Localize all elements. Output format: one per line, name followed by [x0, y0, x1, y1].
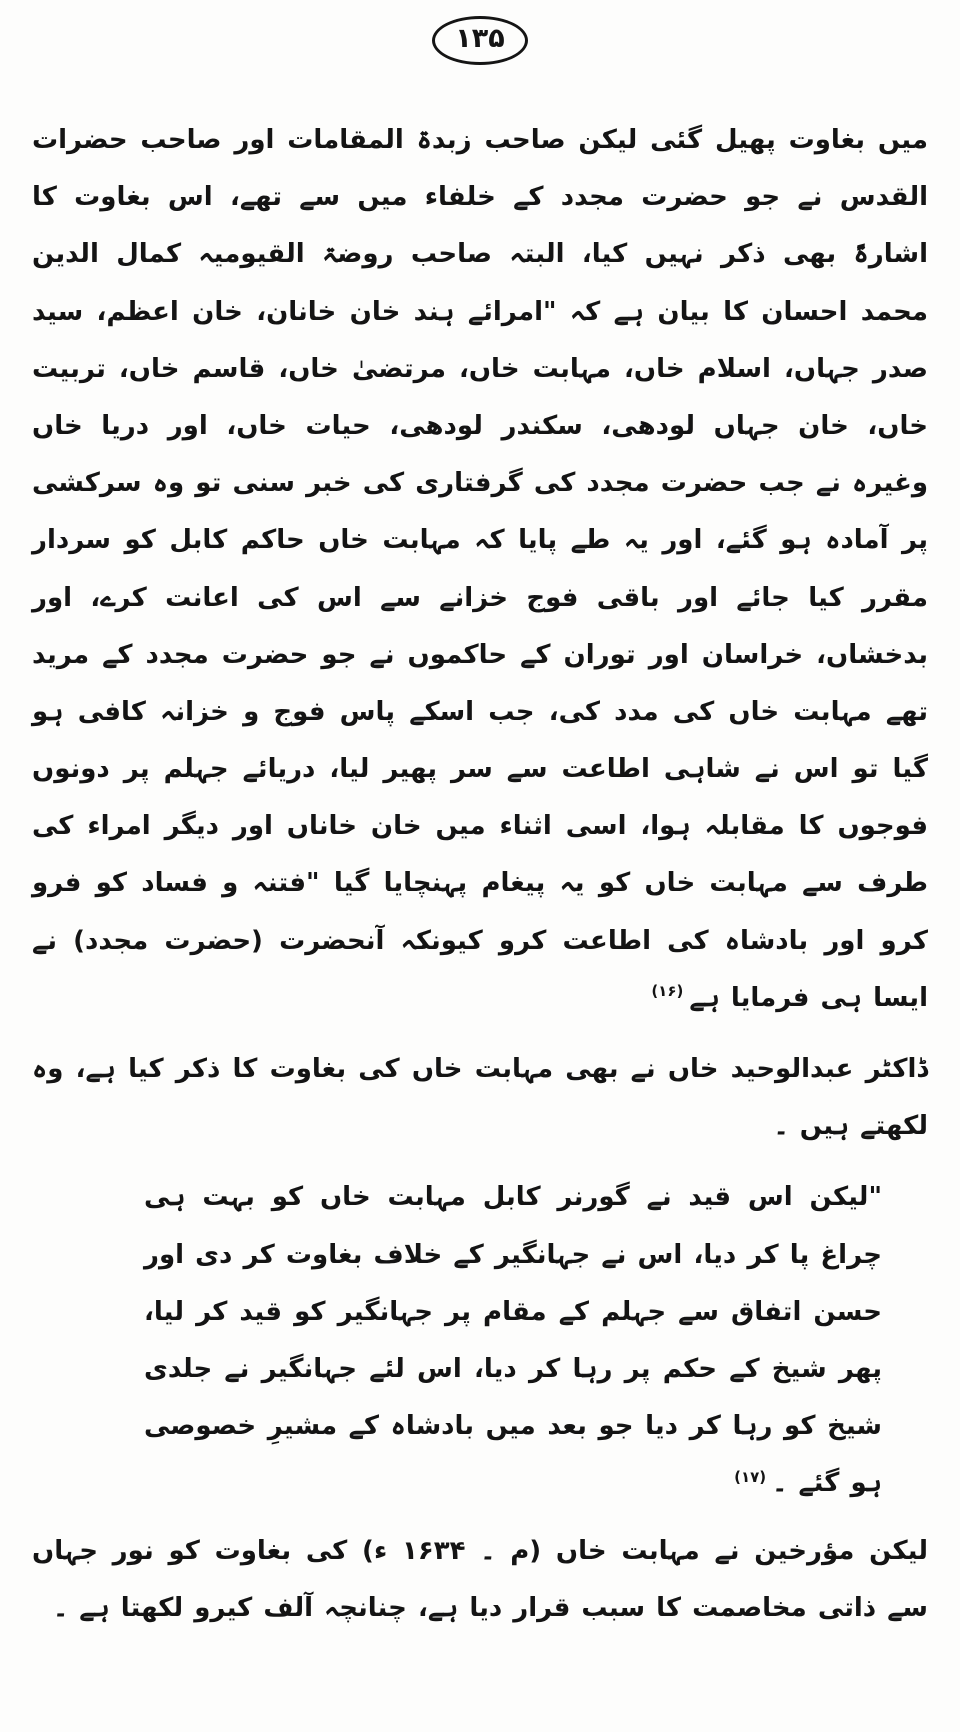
quote-text: "لیکن اس قید نے گورنر کابل مہابت خاں کو بہت ہی چراغ پا کر دیا، اس نے جہانگیر کے خلاف بغاوت کر دی اور حسن اتفاق سے جہلم کے مقام پر جہانگیر کو قید کر لیا، پھر شیخ کے حکم پر رہا کر دیا، اس لئے جہانگیر نے جلدی شیخ کو رہا کر دیا جو بعد میں بادشاہ کے مشیرِ خصوصی ہو گئے ۔ — [144, 1182, 882, 1499]
page-text-area — [32, 112, 928, 1651]
paragraph-abdul-wahid — [32, 1041, 928, 1155]
paragraph-historians-text: لیکن مؤرخین نے مہابت خاں (م ۔ ۱۶۳۴ ء) کی بغاوت کو نور جہاں سے ذاتی مخاصمت کا سبب قرار دیا ہے، چنانچہ آلف کیرو لکھتا ہے ۔ — [32, 1535, 928, 1623]
paragraph-rebellion-text: میں بغاوت پھیل گئی لیکن صاحب زبدۃ المقامات اور صاحب حضرات القدس نے جو حضرت مجدد کے خلفاء میں سے تھے، اس بغاوت کا اشارۃً بھی ذکر نہیں کیا، البتہ صاحب روضۃ القیومیہ کمال الدین محمد احسان کا بیان ہے کہ "امرائے ہند خان خانان، خان اعظم، سید صدر جہاں، اسلام خاں، مہابت خاں، مرتضیٰ خاں، قاسم خاں، تربیت خاں، خان جہاں لودھی، سکندر لودھی، حیات خاں، اور دریا خاں وغیرہ نے جب حضرت مجدد کی گرفتاری کی خبر سنی تو وہ سرکشی پر آمادہ ہو گئے، اور یہ طے پایا کہ مہابت خاں حاکم کابل کو سردار مقرر کیا جائے اور باقی فوج خزانے سے اس کی اعانت کرے، اور بدخشاں، خراسان اور توران کے حاکموں نے جو حضرت مجدد کے مرید تھے مہابت خاں کی مدد کی، جب اسکے پاس فوج و خزانہ کافی ہو گیا تو اس نے شاہی اطاعت سے سر پھیر لیا، دریائے جہلم پر دونوں فوجوں کا مقابلہ ہوا، اسی اثناء میں خان خاناں اور دیگر امراء کی طرف سے مہابت خاں کو یہ پیغام پہنچایا گیا "فتنہ و فساد کو فرو کرو اور بادشاہ کی اطاعت کرو کیونکہ آنحضرت (حضرت مجدد) نے ایسا ہی فرمایا ہے — [32, 125, 928, 1013]
page-number-badge — [432, 16, 528, 65]
paragraph-historians — [32, 1523, 928, 1637]
paragraph-rebellion — [32, 112, 928, 1027]
quote-block — [144, 1169, 882, 1512]
page-number: ۱۳۵ — [455, 23, 505, 54]
footnote-marker-16: (۱۶) — [651, 982, 684, 1001]
paragraph-abdul-wahid-text: ڈاکٹر عبدالوحید خاں نے بھی مہابت خاں کی بغاوت کا ذکر کیا ہے، وہ لکھتے ہیں ۔ — [32, 1054, 928, 1142]
footnote-marker-17: (۱۷) — [734, 1467, 767, 1486]
